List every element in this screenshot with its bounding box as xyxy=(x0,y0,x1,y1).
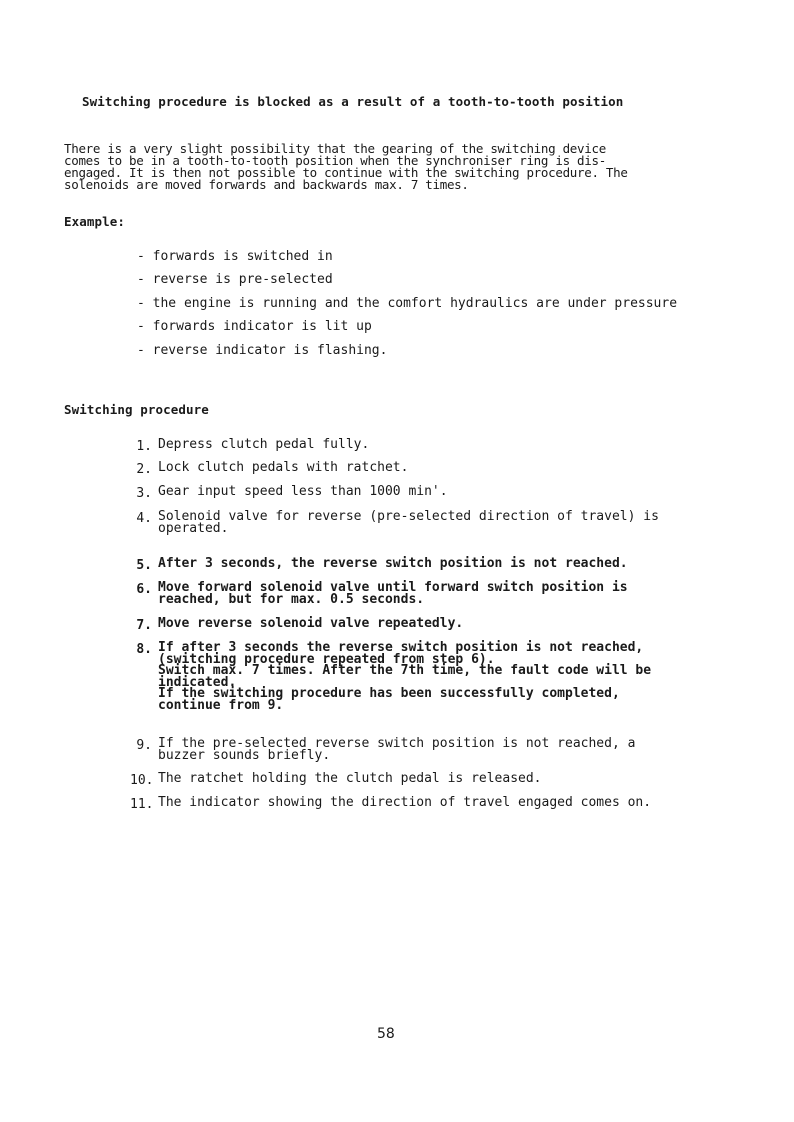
step-number: 9. xyxy=(136,738,152,753)
step-number: 7. xyxy=(136,618,152,633)
procedure-heading: Switching procedure xyxy=(64,402,209,417)
step-text: The indicator showing the direction of travel engaged comes on. xyxy=(158,795,652,810)
step-text: continue from 9. xyxy=(158,697,284,713)
step-text: Depress clutch pedal fully. xyxy=(158,437,370,452)
step-text: operated. xyxy=(158,520,229,536)
step-text: The ratchet holding the clutch pedal is released. xyxy=(158,771,542,786)
intro-line: engaged. It is then not possible to continue with the switching procedure. The xyxy=(64,165,628,180)
intro-line: solenoids are moved forwards and backwards max. 7 times. xyxy=(64,177,469,192)
step-number: 6. xyxy=(136,582,152,597)
step-text: If the switching procedure has been successfully completed, xyxy=(158,686,620,701)
step-text: (switching procedure repeated from step 6). xyxy=(158,651,495,667)
step-text: Solenoid valve for reverse (pre-selected direction of travel) is xyxy=(158,509,659,524)
step-number: 2. xyxy=(136,462,152,477)
step-text: Move forward solenoid valve until forward switch position is xyxy=(158,580,628,595)
step-text: Gear input speed less than 1000 min'. xyxy=(158,484,448,499)
example-heading: Example: xyxy=(64,214,126,229)
example-item: - forwards indicator is lit up xyxy=(137,319,372,334)
step-number: 5. xyxy=(136,558,152,573)
step-text: After 3 seconds, the reverse switch position is not reached. xyxy=(158,556,628,571)
step-number: 3. xyxy=(136,486,152,501)
step-text: indicated. xyxy=(158,674,237,690)
step-number: 4. xyxy=(136,511,152,526)
step-number: 11. xyxy=(130,797,154,812)
step-number: 8. xyxy=(136,642,152,657)
intro-line: comes to be in a tooth-to-tooth position when the synchroniser ring is dis- xyxy=(64,153,606,168)
step-text: Move reverse solenoid valve repeatedly. xyxy=(158,616,464,631)
step-number: 10. xyxy=(130,773,154,788)
step-text: Lock clutch pedals with ratchet. xyxy=(158,460,409,475)
step-text: reached, but for max. 0.5 seconds. xyxy=(158,591,425,607)
example-item: - the engine is running and the comfort hydraulics are under pressure xyxy=(137,296,678,311)
step-text: If after 3 seconds the reverse switch position is not reached, xyxy=(158,640,644,655)
step-number: 1. xyxy=(136,439,152,454)
page-number: 58 xyxy=(377,1026,395,1042)
intro-paragraph xyxy=(64,143,628,191)
step-text: Switch max. 7 times. After the 7th time, the fault code will be xyxy=(158,663,652,678)
step-text: buzzer sounds briefly. xyxy=(158,747,331,763)
example-item: - reverse indicator is flashing. xyxy=(137,343,388,358)
page-title: Switching procedure is blocked as a result of a tooth-to-tooth position xyxy=(82,94,624,109)
intro-line: There is a very slight possibility that the gearing of the switching device xyxy=(64,141,606,156)
example-item: - forwards is switched in xyxy=(137,249,333,264)
example-item: - reverse is pre-selected xyxy=(137,272,333,287)
step-text: If the pre-selected reverse switch position is not reached, a xyxy=(158,736,636,751)
